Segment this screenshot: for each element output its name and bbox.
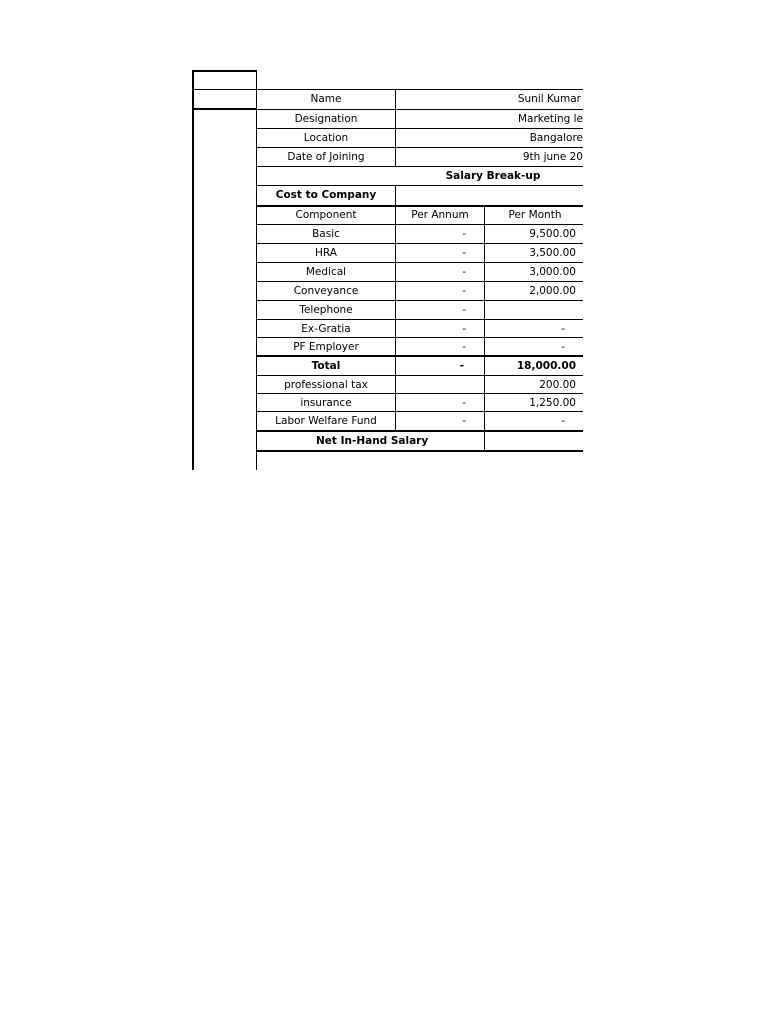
row-per-annum: - bbox=[462, 341, 466, 353]
row-per-annum bbox=[396, 376, 466, 394]
sheet-clip bbox=[0, 0, 583, 480]
doj-value: 9th june 20 bbox=[522, 151, 583, 163]
row-component: HRA bbox=[315, 247, 337, 259]
row-per-annum: - bbox=[462, 304, 466, 316]
row-per-month: 9,500.00 bbox=[529, 228, 576, 240]
location-value: Bangalore bbox=[529, 132, 583, 144]
row-per-month: - bbox=[561, 323, 565, 335]
net-in-hand-label: Net In-Hand Salary bbox=[316, 435, 429, 447]
row-per-month: 3,500.00 bbox=[529, 247, 576, 259]
top-border bbox=[192, 70, 257, 72]
name-label: Name bbox=[310, 93, 342, 105]
row-per-annum: - bbox=[462, 323, 466, 335]
designation-label: Designation bbox=[294, 113, 358, 125]
row-per-month: 18,000.00 bbox=[516, 360, 576, 372]
row-component: Ex-Gratia bbox=[301, 323, 351, 335]
row-per-month: - bbox=[561, 415, 565, 427]
salary-breakup-title: Salary Break-up bbox=[445, 170, 541, 182]
location-label: Location bbox=[303, 132, 349, 144]
designation-value: Marketing le bbox=[517, 113, 583, 125]
row-component: Labor Welfare Fund bbox=[275, 415, 377, 427]
row-per-month: 3,000.00 bbox=[529, 266, 576, 278]
row-component: Total bbox=[311, 360, 341, 372]
row-component: Basic bbox=[312, 228, 340, 240]
row-line-net-bottom bbox=[256, 450, 583, 452]
row-per-month: 200.00 bbox=[539, 379, 576, 391]
row-per-annum: - bbox=[462, 228, 466, 240]
row-per-annum: - bbox=[462, 247, 466, 259]
row-per-month bbox=[485, 301, 576, 319]
name-value: Sunil Kumar bbox=[517, 93, 581, 105]
left-row-line-2 bbox=[192, 108, 257, 110]
ctc-label: Cost to Company bbox=[275, 189, 377, 201]
row-per-annum: - bbox=[462, 397, 466, 409]
row-per-annum: - bbox=[462, 266, 466, 278]
row-component: Conveyance bbox=[293, 285, 359, 297]
doj-label: Date of Joining bbox=[287, 151, 365, 163]
row-per-annum: - bbox=[462, 415, 466, 427]
row-per-annum: - bbox=[459, 360, 464, 372]
header-component: Component bbox=[295, 209, 357, 221]
header-per-month: Per Month bbox=[508, 209, 562, 221]
row-component: Medical bbox=[305, 266, 347, 278]
row-per-annum: - bbox=[462, 285, 466, 297]
row-component: insurance bbox=[300, 397, 352, 409]
header-per-annum: Per Annum bbox=[411, 209, 469, 221]
row-per-month: 2,000.00 bbox=[529, 285, 576, 297]
row-component: PF Employer bbox=[293, 341, 359, 353]
row-component: professional tax bbox=[284, 379, 368, 391]
left-border-thick bbox=[192, 70, 194, 470]
row-component: Telephone bbox=[299, 304, 353, 316]
row-per-month: 1,250.00 bbox=[529, 397, 576, 409]
left-row-line-1 bbox=[192, 89, 257, 90]
row-per-month: - bbox=[561, 341, 565, 353]
